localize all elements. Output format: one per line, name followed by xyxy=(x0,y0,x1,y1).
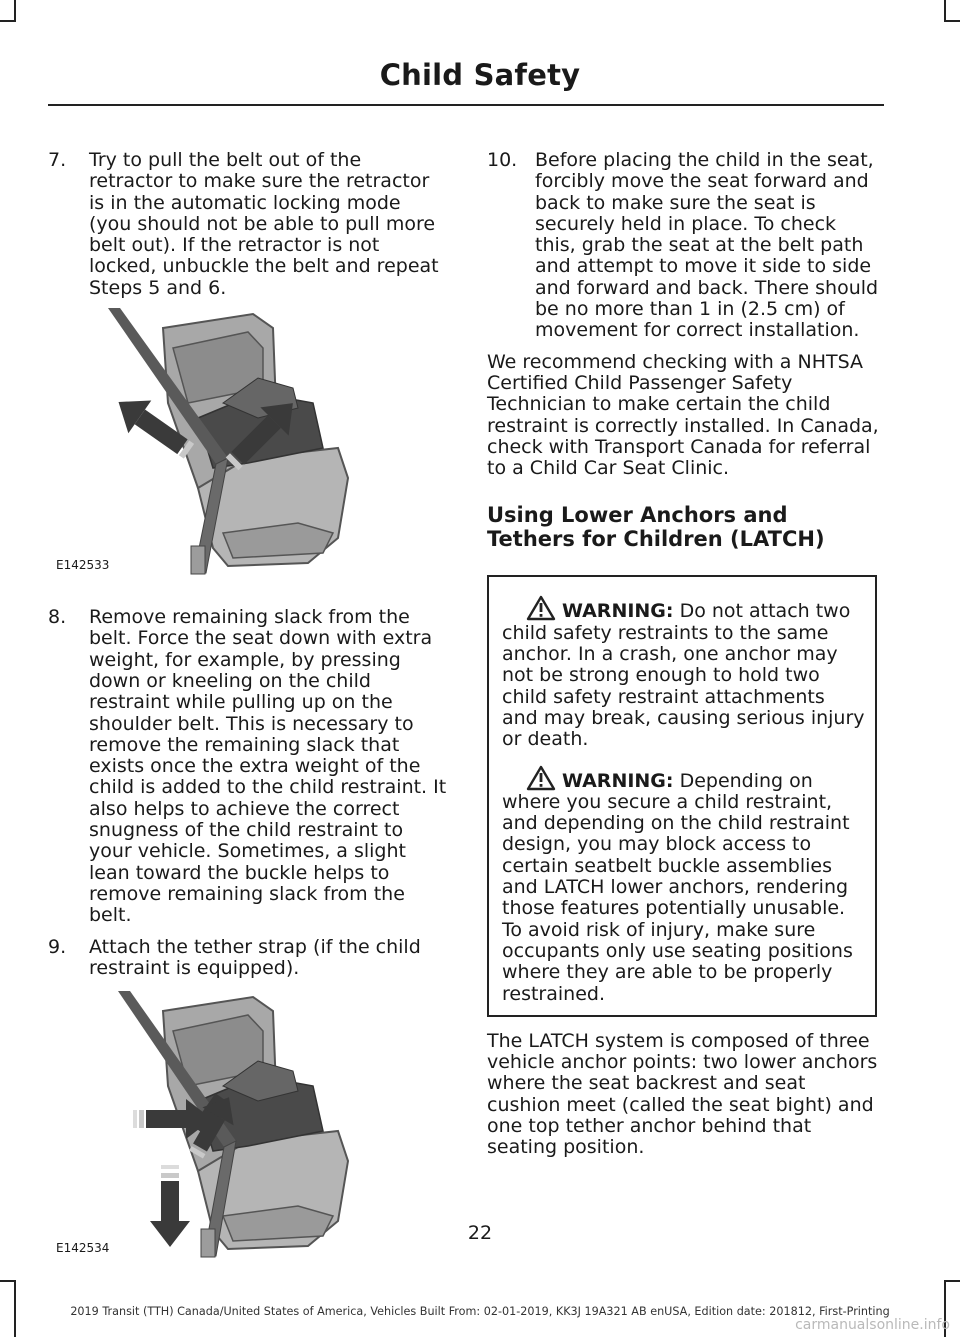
warning-triangle-icon xyxy=(526,595,556,621)
section-heading: Using Lower Anchors and Tethers for Children (LATCH) xyxy=(487,503,825,552)
crop-mark-bottom-left-h xyxy=(0,1280,16,1282)
page-title: Child Safety xyxy=(379,58,581,92)
step-9 xyxy=(48,937,448,980)
crop-mark-top-left-h xyxy=(0,20,16,22)
warning-label: WARNING: xyxy=(562,769,674,792)
figure-seat-retractor xyxy=(48,308,448,580)
crop-mark-top-right-v xyxy=(944,0,946,22)
figure-code: E142534 xyxy=(56,1240,110,1255)
warning-triangle-icon xyxy=(526,765,556,791)
warning-text: Depending on where you secure a child restraint, and depending on the child restraint design, you may block access to certain seatbelt buckle assemblies and LATCH lower anchors, rendering those features potentially unusable. To avoid risk of injury, make sure occupants only use seating positions where they are able to be properly restrained. xyxy=(502,769,853,1005)
crop-mark-top-right-h xyxy=(944,20,960,22)
step-text: Attach the tether strap (if the child restraint is equipped). xyxy=(89,935,421,979)
step-8 xyxy=(48,607,448,926)
crop-mark-top-left-v xyxy=(14,0,16,22)
right-column xyxy=(487,150,882,1159)
warning-text: Do not attach two child safety restraints to the same anchor. In a crash, one anchor may not be strong enough to hold two child safety restraint attachments and may break, causing serious injury or death. xyxy=(502,600,865,751)
step-7 xyxy=(48,150,448,299)
step-number: 8. xyxy=(48,606,67,629)
step-number: 9. xyxy=(48,935,67,958)
step-text: Remove remaining slack from the belt. Force the seat down with extra weight, for example, by pressing down or kneeling on the child restraint while pulling up on the shoulder belt. This is necessary to remove the remaining slack that exists once the extra weight of the child is added to the child restraint. It also helps to achieve the correct snugness of the child restraint to your vehicle. Sometimes, a slight lean toward the buckle helps to remove remaining slack from the belt. xyxy=(89,606,447,927)
paragraph-recommend: We recommend checking with a NHTSA Certified Child Passenger Safety Technician to make certain the child restraint is correctly installed. In Canada, check with Transport Canada for referral to a Child Car Seat Clinic. xyxy=(487,350,879,480)
left-column xyxy=(48,150,448,1263)
warning-label: WARNING: xyxy=(562,600,674,623)
warning-2 xyxy=(502,765,866,1005)
step-number: 10. xyxy=(487,149,518,171)
figure-code: E142533 xyxy=(56,557,110,572)
page-footer: 2019 Transit (TTH) Canada/United States of America, Vehicles Built From: 02-01-2019, KK3J 19A321 AB enUSA, Edition date: 201812, First-Printing xyxy=(70,1305,890,1318)
watermark: carmanualsonline.info xyxy=(795,1317,950,1333)
warning-1 xyxy=(502,595,866,750)
step-text: Before placing the child in the seat, forcibly move the seat forward and back to make sure the seat is securely held in place. To check this, grab the seat at the belt path and attempt to move it side to side and forward and back. There should be no more than 1 in (2.5 cm) of movement for correct installation. xyxy=(535,149,879,342)
step-text: Try to pull the belt out of the retractor to make sure the retractor is in the automatic locking mode (you should not be able to pull more belt out). If the retractor is not locked, unbuckle the belt and repeat Steps 5 and 6. xyxy=(89,149,439,299)
paragraph-latch: The LATCH system is composed of three vehicle anchor points: two lower anchors where the seat backrest and seat cushion meet (called the seat bight) and one top tether anchor behind that seating position. xyxy=(487,1029,878,1159)
step-number: 7. xyxy=(48,149,67,171)
child-seat-illustration xyxy=(48,308,448,580)
crop-mark-bottom-right-h xyxy=(944,1280,960,1282)
step-10 xyxy=(487,150,882,342)
page-number: 22 xyxy=(467,1222,493,1244)
warning-box xyxy=(487,575,877,1016)
header-divider xyxy=(48,104,884,106)
